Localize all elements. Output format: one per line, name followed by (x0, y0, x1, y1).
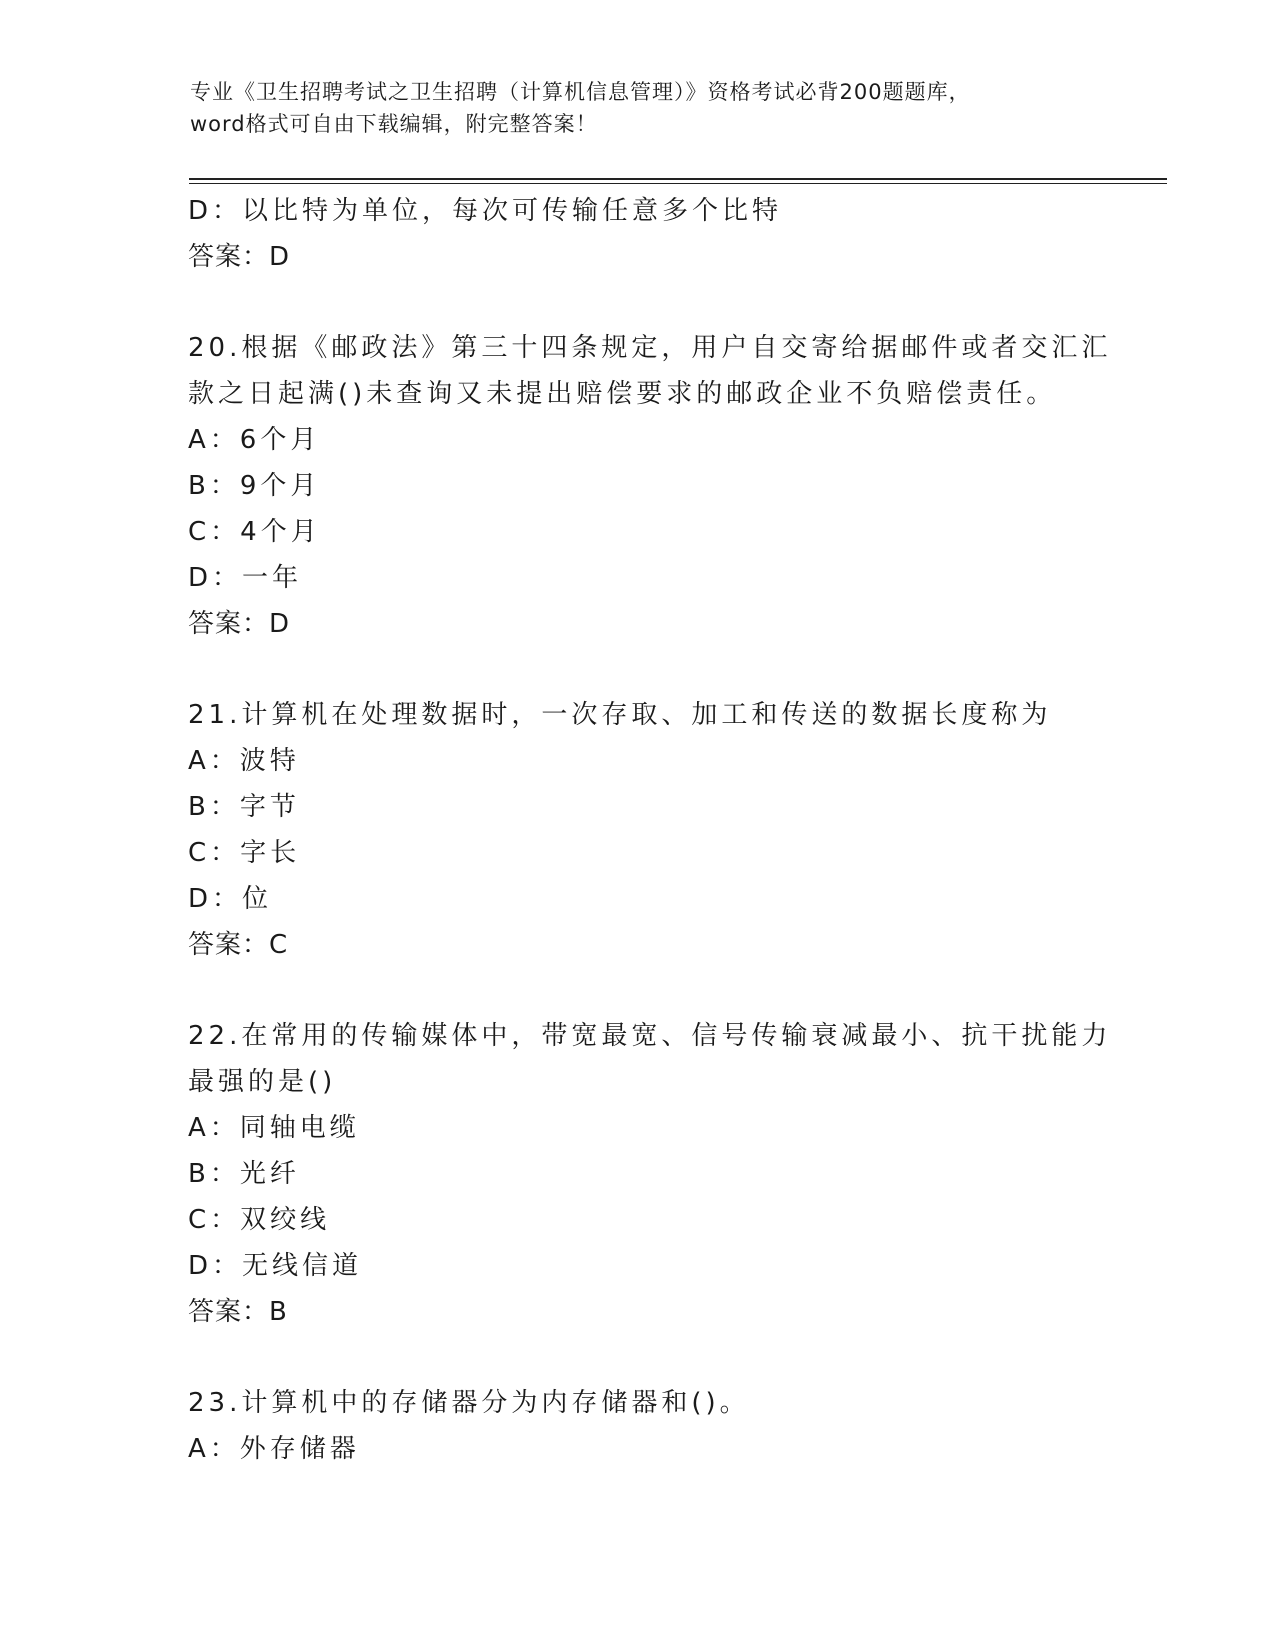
question-stem-line-2: 款之日起满()未查询又未提出赔偿要求的邮政企业不负赔偿责任。 (188, 379, 1057, 409)
question-19-tail (188, 188, 1088, 280)
option-d: D：以比特为单位，每次可传输任意多个比特 (188, 196, 783, 226)
header-title-line-2: word格式可自由下载编辑，附完整答案！ (190, 112, 598, 136)
question-22 (188, 1013, 1112, 1335)
question-stem-line-2: 最强的是() (188, 1067, 337, 1097)
answer-line: 答案：C (188, 930, 289, 960)
option-d: D：位 (188, 884, 273, 914)
option-a: A：波特 (188, 746, 300, 776)
question-list (188, 188, 1112, 1472)
answer-line: 答案：D (188, 609, 291, 639)
header-title-line-1: 专业《卫生招聘考试之卫生招聘（计算机信息管理）》资格考试必背200题题库， (190, 80, 971, 104)
answer-line: 答案：B (188, 1297, 288, 1327)
header-divider-thin (189, 183, 1167, 184)
question-23 (188, 1380, 1088, 1472)
answer-line: 答案：D (188, 242, 291, 272)
header-divider-thick (189, 178, 1167, 180)
option-c: C：双绞线 (188, 1205, 331, 1235)
option-b: B：9个月 (188, 471, 321, 501)
option-a: A：同轴电缆 (188, 1113, 360, 1143)
question-stem-line-1: 22.在常用的传输媒体中，带宽最宽、信号传输衰减最小、抗干扰能力 (188, 1021, 1112, 1051)
option-d: D：一年 (188, 563, 303, 593)
option-c: C：字长 (188, 838, 301, 868)
option-b: B：字节 (188, 792, 300, 822)
option-a: A：外存储器 (188, 1434, 360, 1464)
option-d: D：无线信道 (188, 1251, 363, 1281)
question-20 (188, 325, 1112, 647)
question-stem-line-1: 23.计算机中的存储器分为内存储器和()。 (188, 1388, 750, 1418)
question-stem-line-1: 20.根据《邮政法》第三十四条规定，用户自交寄给据邮件或者交汇汇 (188, 333, 1112, 363)
question-21 (188, 692, 1088, 968)
document-header (190, 76, 1090, 140)
option-c: C：4个月 (188, 517, 321, 547)
question-stem-line-1: 21.计算机在处理数据时，一次存取、加工和传送的数据长度称为 (188, 700, 1052, 730)
option-a: A：6个月 (188, 425, 321, 455)
option-b: B：光纤 (188, 1159, 300, 1189)
